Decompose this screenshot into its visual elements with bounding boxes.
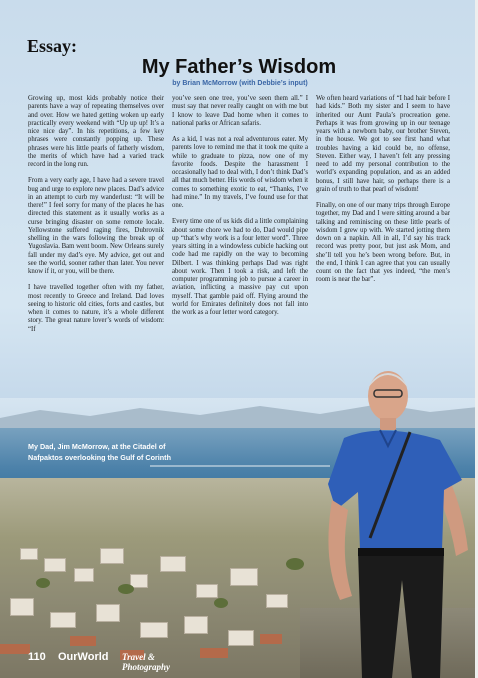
paragraph: As a kid, I was not a real adventurous eater. My parents love to remind me that it took me quite a while to graduate to pizza, now one of my favorite foods. Despite the harassment I occasionally had to deal with, I don’t think Dad’s all that much better. His words of wisdom when it comes to something exotic to eat, “Thanks, I’ve had mine.” In my travels, I’ve found use for that one. — [172, 136, 308, 209]
paragraph: From a very early age, I have had a severe travel bug and urge to explore new places. Dad’s advice in an attempt to curb my wanderlust: “It will be there!” I feel sorry for many of the places he has directed this statement as it usually works as a curse bringing disaster on some remote locale. Yellowstone suffered raging fires, Dubrovnik shelling in the wars following the break up of Yugoslavia. Bam went boom. New Orleans surely fall under my dad’s eye. My advice, get out and see the world, sooner rather than later. You never know if it, or you, will be there. — [28, 177, 164, 275]
building — [50, 612, 76, 628]
paragraph: Finally, on one of our many trips through Europe together, my Dad and I were sitting around a bar talking and reminiscing on these little pearls of wisdom I grew up with. We started jotting them down on a napkin. All in all, I’d say his track record was pretty poor, but just ask Mom, and she’ll tell you he’s been wrong before. But, in the end, I think I can agree that you can usually count on the fact that yes indeed, “the men’s room is near the bar”. — [316, 202, 450, 284]
section-name: Travel & Photography — [122, 652, 171, 672]
rooftop — [70, 636, 96, 646]
page-number: 110 — [28, 651, 46, 663]
rooftop — [260, 634, 282, 644]
article-title: My Father’s Wisdom — [141, 56, 337, 78]
paragraph: Every time one of us kids did a little complaining about some chore we had to do, Dad would pipe up “that’s why work is a four letter word”. Three years sitting in a windowless cubicle hacking out code had me rapidly on the way to becoming Dilbert. I was thinking perhaps Dad was right about work. Then I took a risk, and left the computer programming job to pursue a career in aviation, inflicting a massive pay cut upon myself. That gamble paid off. Flying around the world for Emirates definitely does not fall into the work as a four letter word category. — [172, 218, 308, 316]
building — [196, 584, 218, 598]
building — [10, 598, 34, 616]
section-label: Essay: — [27, 36, 78, 56]
building — [100, 548, 124, 564]
tree — [214, 598, 228, 608]
building — [160, 556, 186, 572]
paragraph: Growing up, most kids probably notice their parents have a way of repeating themselves over and over. How we hated getting woken up early practically every weekend with “Up up up! It’s a nice nice day”. In his repetitions, a few key phrases were constantly popping up. These phrases were his little pearls of fatherly wisdom, the merits of which have had a varied track record in the long run. — [28, 95, 164, 168]
paragraph: I have travelled together often with my father, most recently to Greece and Ireland. Dad loves seeing to historic old cities, forts and castles, but when it comes to nature, it’s a whole different story. The great nature lover’s words of wisdom: “If — [28, 284, 164, 333]
paragraph: you’ve seen one tree, you’ve seen them all.” I must say that never really caught on with me but I know to leave Dad home when it comes to national parks or African safaris. — [172, 95, 308, 127]
rooftop — [200, 648, 228, 658]
building — [184, 616, 208, 634]
building — [96, 604, 120, 622]
magazine-name: OurWorld — [58, 651, 109, 663]
paragraph: We often heard variations of “I had hair before I had kids.” Both my sister and I seem to have inherited our Aunt Paula’s procreation gene. Perhaps it was from growing up in our teenage years with a newborn baby, our brother Steven, in the house. We got to see first hand what troubles having a kid could be, no offense, Steven. Either way, I haven’t felt any pressing need to add my personal contribution to the world’s expanding population, and as an added bonus, I still have hair, so perhaps there is a grain of truth to that pearl of wisdom! — [316, 95, 450, 193]
building — [266, 594, 288, 608]
text-column-1 — [28, 95, 164, 342]
man-portrait — [322, 360, 478, 678]
building — [44, 558, 66, 572]
text-column-3 — [316, 95, 450, 293]
tree — [286, 558, 304, 570]
building — [74, 568, 94, 582]
building — [140, 622, 168, 638]
caption-line: My Dad, Jim McMorrow, at the Citadel of — [28, 442, 166, 451]
building — [228, 630, 254, 646]
building — [20, 548, 38, 560]
text-column-2 — [172, 95, 308, 325]
caption-line: Nafpaktos overlooking the Gulf of Corinth — [28, 453, 171, 462]
building — [230, 568, 258, 586]
tree — [36, 578, 50, 588]
tree — [118, 584, 134, 594]
rooftop — [0, 644, 30, 654]
byline: by Brian McMorrow (with Debbie’s input) — [172, 80, 308, 87]
photo-caption — [28, 441, 178, 463]
